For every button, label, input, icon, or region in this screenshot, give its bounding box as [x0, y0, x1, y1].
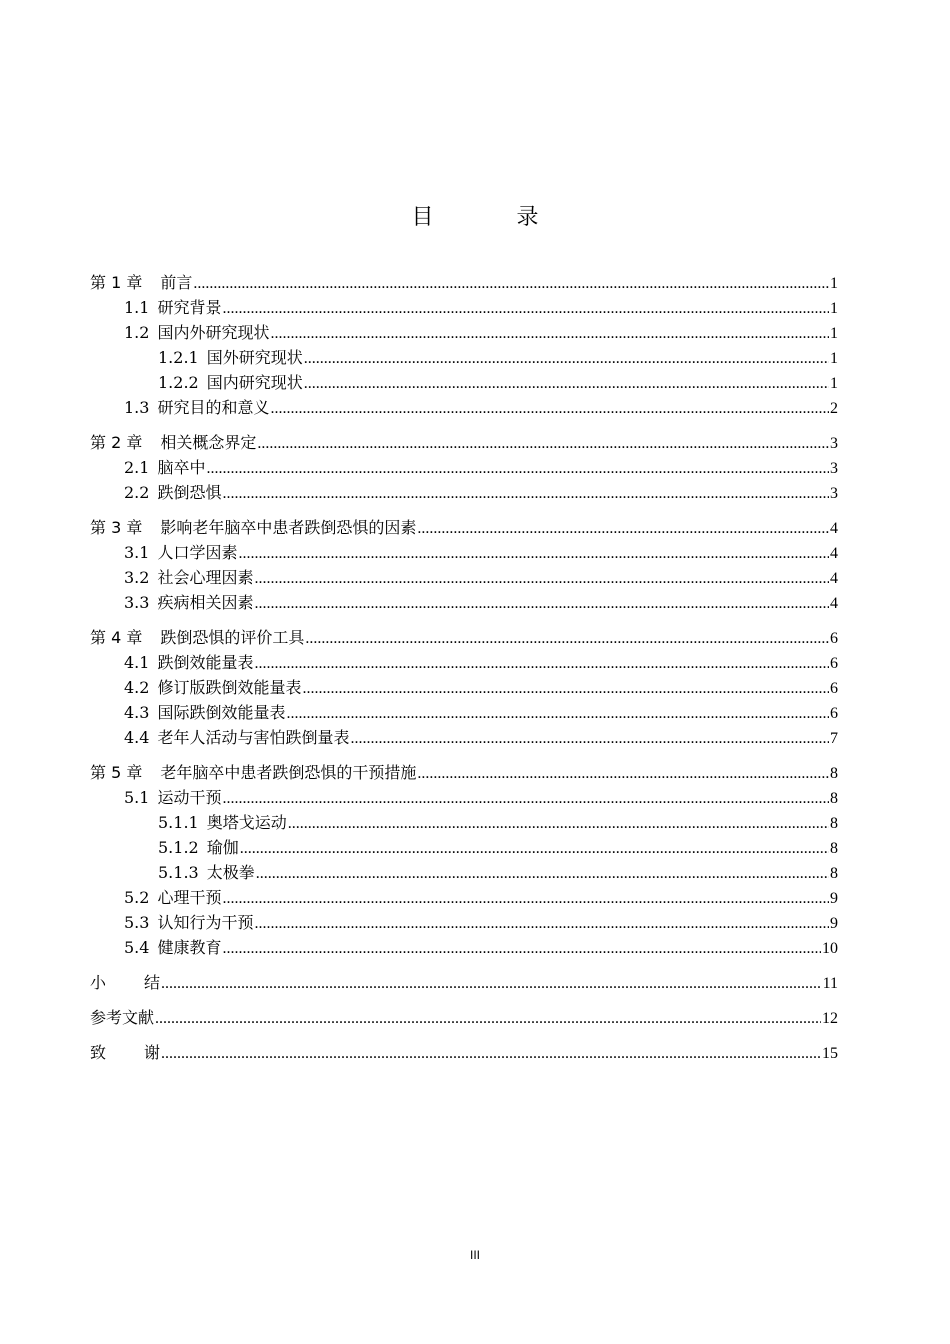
toc-entry[interactable] [90, 590, 838, 615]
toc-entry-title: 影响老年脑卒中患者跌倒恐惧的因素 [160, 518, 417, 537]
toc-entry-page: 4 [830, 570, 838, 587]
toc-entry-title: 跌倒恐惧 [157, 483, 222, 502]
toc-entry-number: 3.3 [124, 593, 150, 612]
toc-entry-number: 3.1 [124, 543, 150, 562]
page-footer-number: III [469, 1248, 480, 1262]
toc-entry-number: 1.2.2 [158, 373, 199, 392]
toc-entry-page: 1 [830, 350, 838, 367]
toc-entry[interactable] [90, 675, 838, 700]
toc-entry[interactable] [90, 320, 838, 345]
toc-entry-page: 4 [830, 545, 838, 562]
toc-entry-page: 1 [830, 375, 838, 392]
toc-leader-dots [417, 761, 829, 786]
toc-entry-title: 国外研究现状 [206, 348, 303, 367]
toc-entry-title: 国内研究现状 [206, 373, 303, 392]
toc-entry-page: 8 [830, 815, 838, 832]
toc-entry[interactable] [90, 910, 838, 935]
toc-entry-page: 11 [822, 975, 838, 992]
toc-entry[interactable] [90, 650, 838, 675]
toc-entry-number: 5.1.1 [158, 813, 199, 832]
toc-entry-number: 5.1.2 [158, 838, 199, 857]
toc-entry-title: 研究背景 [157, 298, 222, 317]
toc-leader-dots [238, 541, 829, 566]
toc-leader-dots [193, 271, 829, 296]
toc-entry-page: 4 [830, 520, 838, 537]
table-of-contents [90, 270, 838, 1065]
toc-entry-page: 4 [830, 595, 838, 612]
toc-entry-number: 4.1 [124, 653, 150, 672]
toc-entry-title: 瑜伽 [206, 838, 239, 857]
toc-entry-title: 相关概念界定 [160, 433, 257, 452]
toc-entry-page: 9 [830, 890, 838, 907]
toc-leader-dots [161, 971, 822, 996]
toc-leader-dots [304, 346, 829, 371]
toc-entry[interactable] [90, 515, 838, 540]
toc-leader-dots [254, 591, 829, 616]
toc-entry[interactable] [90, 270, 838, 295]
toc-entry[interactable] [90, 935, 838, 960]
toc-entry-page: 8 [830, 765, 838, 782]
toc-entry-title: 人口学因素 [157, 543, 238, 562]
toc-leader-dots [222, 296, 829, 321]
toc-leader-dots [240, 836, 829, 861]
toc-entry-page: 8 [830, 865, 838, 882]
toc-leader-dots [288, 811, 829, 836]
toc-entry-title: 跌倒效能量表 [157, 653, 254, 672]
toc-entry-title: 健康教育 [157, 938, 222, 957]
toc-entry[interactable] [90, 885, 838, 910]
toc-entry-title: 运动干预 [157, 788, 222, 807]
toc-leader-dots [305, 626, 829, 651]
toc-entry-number: 第 1 章 [90, 273, 143, 292]
toc-entry-number: 4.2 [124, 678, 150, 697]
toc-entry-number: 1.1 [124, 298, 150, 317]
toc-entry-page: 6 [830, 655, 838, 672]
toc-entry-page: 12 [822, 1010, 838, 1027]
toc-leader-dots [304, 371, 829, 396]
toc-leader-dots [254, 651, 829, 676]
toc-entry-title: 国际跌倒效能量表 [157, 703, 286, 722]
toc-entry[interactable] [90, 430, 838, 455]
toc-entry-number: 2.1 [124, 458, 150, 477]
toc-entry-title: 国内外研究现状 [157, 323, 270, 342]
toc-entry[interactable] [90, 970, 838, 995]
page-title: 目 录 [411, 205, 577, 230]
toc-entry-page: 1 [830, 325, 838, 342]
toc-entry[interactable] [90, 1040, 838, 1065]
toc-entry-page: 3 [830, 460, 838, 477]
toc-entry-title: 修订版跌倒效能量表 [157, 678, 302, 697]
toc-entry[interactable] [90, 625, 838, 650]
toc-entry[interactable] [90, 345, 838, 370]
toc-entry-number: 第 3 章 [90, 518, 143, 537]
toc-leader-dots [286, 701, 829, 726]
toc-leader-dots [417, 516, 829, 541]
toc-entry-page: 1 [830, 275, 838, 292]
toc-entry-page: 3 [830, 485, 838, 502]
toc-leader-dots [256, 861, 829, 886]
toc-entry[interactable] [90, 370, 838, 395]
toc-entry-number: 1.2.1 [158, 348, 199, 367]
toc-leader-dots [270, 321, 829, 346]
toc-entry[interactable] [90, 700, 838, 725]
toc-entry-page: 15 [822, 1045, 838, 1062]
toc-entry-page: 1 [830, 300, 838, 317]
toc-leader-dots [222, 786, 829, 811]
toc-leader-dots [222, 936, 821, 961]
toc-entry-title: 认知行为干预 [157, 913, 254, 932]
toc-entry-page: 6 [830, 680, 838, 697]
toc-entry[interactable] [90, 480, 838, 505]
toc-entry-title: 心理干预 [157, 888, 222, 907]
toc-leader-dots [254, 566, 829, 591]
toc-leader-dots [350, 726, 829, 751]
toc-entry-number: 第 2 章 [90, 433, 143, 452]
toc-entry[interactable] [90, 1005, 838, 1030]
toc-entry-title: 前言 [160, 273, 193, 292]
toc-entry-page: 6 [830, 630, 838, 647]
toc-entry-number: 3.2 [124, 568, 150, 587]
toc-entry-number: 4.3 [124, 703, 150, 722]
toc-entry-title: 参考文献 [90, 1008, 155, 1027]
toc-entry-page: 8 [830, 790, 838, 807]
toc-entry-title: 小结 [90, 973, 199, 992]
toc-entry-page: 2 [830, 400, 838, 417]
toc-entry[interactable] [90, 295, 838, 320]
toc-entry-number: 第 5 章 [90, 763, 143, 782]
toc-entry-number: 5.1 [124, 788, 150, 807]
toc-entry-title: 致谢 [90, 1043, 199, 1062]
toc-entry[interactable] [90, 455, 838, 480]
toc-leader-dots [155, 1006, 821, 1031]
toc-entry-title: 疾病相关因素 [157, 593, 254, 612]
toc-entry-number: 第 4 章 [90, 628, 143, 647]
toc-leader-dots [222, 481, 829, 506]
toc-leader-dots [206, 456, 829, 481]
toc-entry-page: 8 [830, 840, 838, 857]
toc-entry-title: 老年脑卒中患者跌倒恐惧的干预措施 [160, 763, 417, 782]
toc-entry-number: 2.2 [124, 483, 150, 502]
toc-entry[interactable] [90, 810, 838, 835]
toc-entry-page: 9 [830, 915, 838, 932]
toc-entry-title: 跌倒恐惧的评价工具 [160, 628, 305, 647]
toc-entry[interactable] [90, 760, 838, 785]
toc-entry-title: 老年人活动与害怕跌倒量表 [157, 728, 350, 747]
toc-entry-title: 太极拳 [206, 863, 255, 882]
toc-leader-dots [257, 431, 829, 456]
toc-entry[interactable] [90, 725, 838, 750]
toc-entry-number: 4.4 [124, 728, 150, 747]
toc-leader-dots [270, 396, 829, 421]
toc-leader-dots [254, 911, 829, 936]
toc-entry-number: 1.2 [124, 323, 150, 342]
toc-entry-page: 7 [830, 730, 838, 747]
toc-leader-dots [222, 886, 829, 911]
toc-entry-page: 10 [822, 940, 838, 957]
toc-entry[interactable] [90, 395, 838, 420]
toc-entry-number: 5.1.3 [158, 863, 199, 882]
toc-entry-page: 6 [830, 705, 838, 722]
toc-entry-number: 5.4 [124, 938, 150, 957]
toc-entry-number: 5.3 [124, 913, 150, 932]
toc-entry-page: 3 [830, 435, 838, 452]
toc-leader-dots [302, 676, 829, 701]
toc-entry[interactable] [90, 785, 838, 810]
toc-entry[interactable] [90, 860, 838, 885]
toc-entry-title: 研究目的和意义 [157, 398, 270, 417]
toc-entry-number: 5.2 [124, 888, 150, 907]
toc-entry[interactable] [90, 565, 838, 590]
toc-entry[interactable] [90, 835, 838, 860]
toc-entry-number: 1.3 [124, 398, 150, 417]
toc-entry-title: 奥塔戈运动 [206, 813, 287, 832]
toc-leader-dots [161, 1041, 821, 1066]
toc-entry-title: 社会心理因素 [157, 568, 254, 587]
toc-entry[interactable] [90, 540, 838, 565]
toc-entry-title: 脑卒中 [157, 458, 206, 477]
